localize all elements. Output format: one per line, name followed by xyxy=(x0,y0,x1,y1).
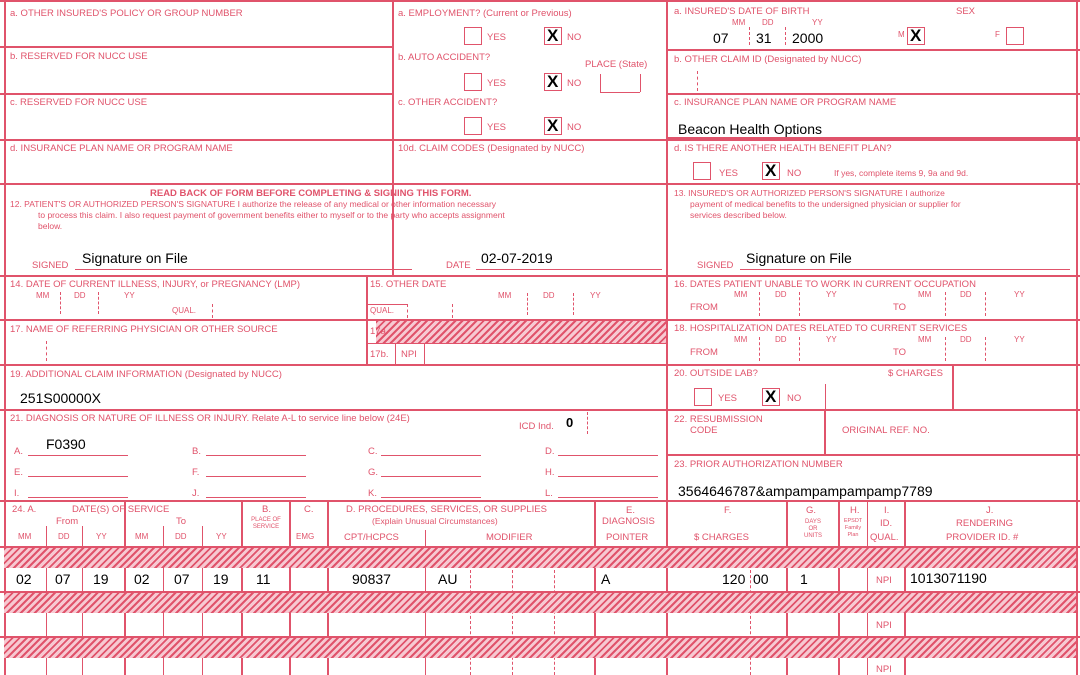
diag-letter-g: G. xyxy=(368,467,379,478)
rule xyxy=(0,275,1080,277)
label-24h: H. xyxy=(850,505,860,516)
label-mm: MM xyxy=(734,335,748,344)
label-24a: 24. A. xyxy=(12,504,37,515)
label-dd: DD xyxy=(74,291,86,300)
label-units: UNITS xyxy=(804,533,822,539)
rule xyxy=(407,304,408,318)
label-24b: B. xyxy=(262,504,271,515)
label-other-claim-id: b. OTHER CLAIM ID (Designated by NUCC) xyxy=(674,54,862,65)
rule xyxy=(28,455,128,456)
label-yy: YY xyxy=(216,532,227,541)
label-to-16: TO xyxy=(893,302,907,313)
label-qual-15: QUAL. xyxy=(370,306,395,315)
label-provider-id: PROVIDER ID. # xyxy=(946,532,1019,543)
rule xyxy=(395,343,396,364)
rule xyxy=(985,292,986,316)
label-box23: 23. PRIOR AUTHORIZATION NUMBER xyxy=(674,459,843,470)
label-pointer: POINTER xyxy=(606,532,649,543)
rule xyxy=(558,455,658,456)
patient-signature[interactable]: Signature on File xyxy=(82,250,188,266)
diag-letter-a: A. xyxy=(14,446,23,457)
label-to-18: TO xyxy=(893,347,907,358)
label-yy: YY xyxy=(96,532,107,541)
service-to-year[interactable]: 19 xyxy=(213,571,229,587)
rule xyxy=(740,269,1070,270)
rule xyxy=(1076,0,1078,675)
rule xyxy=(366,275,368,364)
shaded-band-line2 xyxy=(4,593,1076,613)
rule xyxy=(206,455,306,456)
other-acc-yes-checkbox[interactable] xyxy=(464,117,482,135)
label-npi-line3: NPI xyxy=(876,664,892,675)
rule xyxy=(98,292,99,314)
rule xyxy=(206,476,306,477)
rule xyxy=(945,337,946,361)
label-m: M xyxy=(898,30,905,39)
rule xyxy=(554,570,555,675)
rule xyxy=(759,337,760,361)
diag-letter-h: H. xyxy=(545,467,555,478)
label-family: Family xyxy=(844,525,862,531)
label-24e: E. xyxy=(626,505,635,516)
rule xyxy=(668,49,1080,51)
label-yy: YY xyxy=(1014,290,1025,299)
label-yy: YY xyxy=(826,290,837,299)
auto-no-check: X xyxy=(547,72,559,91)
label-charges-24: $ CHARGES xyxy=(694,532,749,543)
auth13-line3: services described below. xyxy=(690,210,787,220)
insured-signature[interactable]: Signature on File xyxy=(746,250,852,266)
read-back-notice: READ BACK OF FORM BEFORE COMPLETING & SIGNING THIS FORM. xyxy=(150,188,472,199)
label-24c: C. xyxy=(304,504,314,515)
rule xyxy=(392,0,394,275)
signature-date[interactable]: 02-07-2019 xyxy=(481,250,553,266)
label-rendering: RENDERING xyxy=(956,518,1014,529)
label-dd: DD xyxy=(960,290,972,299)
diag-letter-j: J. xyxy=(192,488,200,499)
label-original-ref: ORIGINAL REF. NO. xyxy=(842,425,930,436)
rule xyxy=(799,292,800,316)
label-from-16: FROM xyxy=(690,302,718,313)
rule xyxy=(60,292,61,314)
label-yy: YY xyxy=(1014,335,1025,344)
label-auto-accident: b. AUTO ACCIDENT? xyxy=(398,52,491,63)
label-claim-codes: 10d. CLAIM CODES (Designated by NUCC) xyxy=(398,143,585,154)
label-epsdt: EPSDT xyxy=(843,518,863,524)
employment-yes-checkbox[interactable] xyxy=(464,27,482,45)
rule xyxy=(28,497,128,498)
rule xyxy=(824,409,826,454)
rule xyxy=(600,74,601,92)
place-of-service[interactable]: 11 xyxy=(256,571,271,587)
label-signed-12: SIGNED xyxy=(32,260,69,271)
rule xyxy=(46,341,47,361)
label-mm: MM xyxy=(918,290,932,299)
label-no: NO xyxy=(567,78,582,89)
rule xyxy=(470,570,471,675)
rule xyxy=(452,304,453,318)
label-place-state: PLACE (State) xyxy=(585,59,648,70)
label-plan-name-d: d. INSURANCE PLAN NAME OR PROGRAM NAME xyxy=(10,143,233,154)
label-emg: EMG xyxy=(296,532,315,541)
service-from-day[interactable]: 07 xyxy=(55,571,71,587)
label-icd-ind: ICD Ind. xyxy=(519,421,554,432)
label-24j: J. xyxy=(986,505,994,516)
rule xyxy=(381,455,481,456)
label-insurance-plan-c: c. INSURANCE PLAN NAME OR PROGRAM NAME xyxy=(674,97,897,108)
label-charges-20: $ CHARGES xyxy=(888,368,943,379)
rule xyxy=(0,0,1080,2)
rule xyxy=(527,293,528,315)
label-dd: DD xyxy=(543,291,555,300)
charges-dollars[interactable]: 120 xyxy=(722,571,746,587)
label-sex: SEX xyxy=(956,6,976,17)
label-24d: D. PROCEDURES, SERVICES, OR SUPPLIES xyxy=(346,504,547,515)
label-mm: MM xyxy=(918,335,932,344)
label-place-of: PLACE OF xyxy=(251,517,281,523)
label-dd: DD xyxy=(762,18,774,27)
auth13-line1: 13. INSURED'S OR AUTHORIZED PERSON'S SIGNATURE I authorize xyxy=(674,188,945,198)
rule xyxy=(28,476,128,477)
rule xyxy=(600,92,640,93)
rule xyxy=(799,337,800,361)
label-no: NO xyxy=(567,32,582,43)
label-box21: 21. DIAGNOSIS OR NATURE OF ILLNESS OR INJURY. Relate A-L to service line below (24E) xyxy=(10,413,410,424)
label-other-accident: c. OTHER ACCIDENT? xyxy=(398,97,498,108)
label-dd: DD xyxy=(58,532,70,541)
rule xyxy=(424,343,425,364)
rule xyxy=(785,27,786,45)
rule xyxy=(666,0,668,675)
shaded-band-line3 xyxy=(4,638,1076,658)
rule xyxy=(697,71,698,91)
label-box14: 14. DATE OF CURRENT ILLNESS, INJURY, or PREGNANCY (LMP) xyxy=(10,279,300,290)
label-box15: 15. OTHER DATE xyxy=(370,279,447,290)
sex-m-check: X xyxy=(910,26,922,45)
rule xyxy=(0,93,392,95)
label-no: NO xyxy=(787,393,802,404)
rule xyxy=(945,292,946,316)
diag-letter-i: I. xyxy=(14,488,20,499)
rule xyxy=(212,304,213,318)
prior-authorization-number[interactable]: 3564646787&ampampampampamp7789 xyxy=(678,483,933,499)
auth12-line1: 12. PATIENT'S OR AUTHORIZED PERSON'S SIGNATURE I authorize the release of any medical or other information necessary xyxy=(10,199,497,209)
label-to-24: To xyxy=(176,516,187,527)
label-qual-14: QUAL. xyxy=(172,306,197,315)
rule xyxy=(368,304,408,305)
service-to-month[interactable]: 02 xyxy=(134,571,150,587)
label-dd: DD xyxy=(775,335,787,344)
label-yes: YES xyxy=(719,168,739,179)
rule xyxy=(668,137,1080,139)
label-box18: 18. HOSPITALIZATION DATES RELATED TO CURRENT SERVICES xyxy=(674,323,968,334)
diagnosis-pointer[interactable]: A xyxy=(601,571,611,587)
label-mm: MM xyxy=(732,18,746,27)
diagnosis-a[interactable]: F0390 xyxy=(46,436,86,452)
label-box20: 20. OUTSIDE LAB? xyxy=(674,368,758,379)
insured-dob-month[interactable]: 07 xyxy=(713,30,729,46)
rule xyxy=(0,139,1080,141)
rule xyxy=(759,292,760,316)
label-yes: YES xyxy=(487,122,507,133)
rule xyxy=(825,384,826,409)
rule xyxy=(381,497,481,498)
label-no: NO xyxy=(787,168,802,179)
diag-letter-b: B. xyxy=(192,446,201,457)
rule xyxy=(668,93,1080,95)
cpt-code[interactable]: 90837 xyxy=(352,571,391,587)
employment-no-check: X xyxy=(547,26,559,45)
auto-yes-checkbox[interactable] xyxy=(464,73,482,91)
label-diagnosis: DIAGNOSIS xyxy=(602,516,655,527)
outside-lab-yes-checkbox[interactable] xyxy=(694,388,712,406)
service-to-day[interactable]: 07 xyxy=(174,571,190,587)
label-npi-17b: NPI xyxy=(401,349,417,360)
label-24f: F. xyxy=(724,505,732,516)
label-from-18: FROM xyxy=(690,347,718,358)
label-days: DAYS xyxy=(805,519,821,525)
label-signed-13: SIGNED xyxy=(697,260,734,271)
label-mm: MM xyxy=(498,291,512,300)
label-yy: YY xyxy=(590,291,601,300)
label-24g: G. xyxy=(806,505,817,516)
label-dd: DD xyxy=(775,290,787,299)
rule xyxy=(573,293,574,315)
shaded-band-line1 xyxy=(4,548,1076,568)
label-24d-explain: (Explain Unusual Circumstances) xyxy=(372,516,498,526)
sex-f-checkbox[interactable] xyxy=(1006,27,1024,45)
days-units[interactable]: 1 xyxy=(800,571,808,587)
label-or: OR xyxy=(808,526,818,532)
diag-letter-e: E. xyxy=(14,467,23,478)
rule xyxy=(750,570,751,675)
rule xyxy=(640,74,641,92)
label-npi-line1: NPI xyxy=(876,575,892,586)
label-service: SERVICE xyxy=(252,524,280,530)
outside-lab-no-check: X xyxy=(765,387,777,406)
rule xyxy=(952,364,954,409)
insurance-plan-name[interactable]: Beacon Health Options xyxy=(678,121,822,137)
label-dates-service: DATE(S) OF SERVICE xyxy=(72,504,170,515)
label-mm: MM xyxy=(18,532,32,541)
label-yy: YY xyxy=(826,335,837,344)
label-f: F xyxy=(995,30,1000,39)
label-employment: a. EMPLOYMENT? (Current or Previous) xyxy=(398,8,572,19)
rule xyxy=(381,476,481,477)
rule xyxy=(558,497,658,498)
rule xyxy=(75,269,412,270)
modifier-1[interactable]: AU xyxy=(438,571,458,587)
label-box17: 17. NAME OF REFERRING PHYSICIAN OR OTHER SOURCE xyxy=(10,324,278,335)
label-yes: YES xyxy=(487,32,507,43)
label-dd: DD xyxy=(175,532,187,541)
insured-dob-year[interactable]: 2000 xyxy=(792,30,824,46)
label-yy: YY xyxy=(124,291,135,300)
label-box19: 19. ADDITIONAL CLAIM INFORMATION (Designated by NUCC) xyxy=(10,369,282,380)
label-24i: I. xyxy=(884,505,890,516)
label-box22-b: CODE xyxy=(690,425,718,436)
service-from-month[interactable]: 02 xyxy=(16,571,32,587)
label-mm: MM xyxy=(36,291,50,300)
rule xyxy=(668,454,1080,456)
label-insured-dob: a. INSURED'S DATE OF BIRTH xyxy=(674,6,810,17)
label-plan: Plan xyxy=(847,532,859,538)
label-qual-24: QUAL. xyxy=(870,532,899,543)
rule xyxy=(4,0,6,675)
diag-letter-f: F. xyxy=(192,467,200,478)
diag-letter-l: L. xyxy=(545,488,553,499)
label-17a: 17a. xyxy=(370,326,389,337)
diag-letter-k: K. xyxy=(368,488,377,499)
rule xyxy=(0,183,1080,185)
label-npi-line2: NPI xyxy=(876,620,892,631)
label-yes: YES xyxy=(718,393,738,404)
rule xyxy=(206,497,306,498)
label-cpt-hcpcs: CPT/HCPCS xyxy=(344,532,399,543)
rule xyxy=(587,412,588,434)
rule xyxy=(476,269,662,270)
other-acc-no-check: X xyxy=(547,116,559,135)
shaded-band-17a xyxy=(376,321,666,343)
label-no: NO xyxy=(567,122,582,133)
label-yes: YES xyxy=(487,78,507,89)
label-other-insured-policy: a. OTHER INSURED'S POLICY OR GROUP NUMBER xyxy=(10,8,243,19)
label-mm: MM xyxy=(734,290,748,299)
additional-claim-info[interactable]: 251S00000X xyxy=(20,390,101,406)
rule xyxy=(0,409,1080,411)
rule xyxy=(749,27,750,45)
rule xyxy=(985,337,986,361)
rule xyxy=(0,46,392,48)
diag-letter-d: D. xyxy=(545,446,555,457)
label-from-24: From xyxy=(56,516,79,527)
label-date-12: DATE xyxy=(446,260,471,271)
auth12-line3: below. xyxy=(38,221,63,231)
label-dd: DD xyxy=(960,335,972,344)
label-box16: 16. DATES PATIENT UNABLE TO WORK IN CURRENT OCCUPATION xyxy=(674,279,976,290)
rule xyxy=(512,570,513,675)
another-plan-yes-checkbox[interactable] xyxy=(693,162,711,180)
label-17b: 17b. xyxy=(370,349,389,360)
rendering-provider-id[interactable]: 1013071190 xyxy=(910,570,987,586)
icd-indicator[interactable]: 0 xyxy=(566,415,574,430)
rule xyxy=(366,343,666,344)
label-modifier: MODIFIER xyxy=(486,532,533,543)
auth13-line2: payment of medical benefits to the undersigned physician or supplier for xyxy=(690,199,961,209)
diag-letter-c: C. xyxy=(368,446,378,457)
another-plan-no-check: X xyxy=(765,161,777,180)
label-yy: YY xyxy=(812,18,823,27)
rule xyxy=(558,476,658,477)
auth12-line2: to process this claim. I also request payment of government benefits either to myself or to the party who accepts assignment xyxy=(38,210,505,220)
insured-dob-day[interactable]: 31 xyxy=(756,30,772,46)
service-from-year[interactable]: 19 xyxy=(93,571,109,587)
label-reserved-c: c. RESERVED FOR NUCC USE xyxy=(10,97,148,108)
label-another-plan: d. IS THERE ANOTHER HEALTH BENEFIT PLAN? xyxy=(674,143,892,154)
label-box22-a: 22. RESUBMISSION xyxy=(674,414,763,425)
label-if-yes: If yes, complete items 9, 9a and 9d. xyxy=(834,168,969,178)
label-mm: MM xyxy=(135,532,149,541)
label-id: ID. xyxy=(880,518,893,529)
label-reserved-b: b. RESERVED FOR NUCC USE xyxy=(10,51,148,62)
rule xyxy=(0,364,1080,366)
charges-cents[interactable]: 00 xyxy=(753,571,769,587)
rule xyxy=(0,500,1080,502)
